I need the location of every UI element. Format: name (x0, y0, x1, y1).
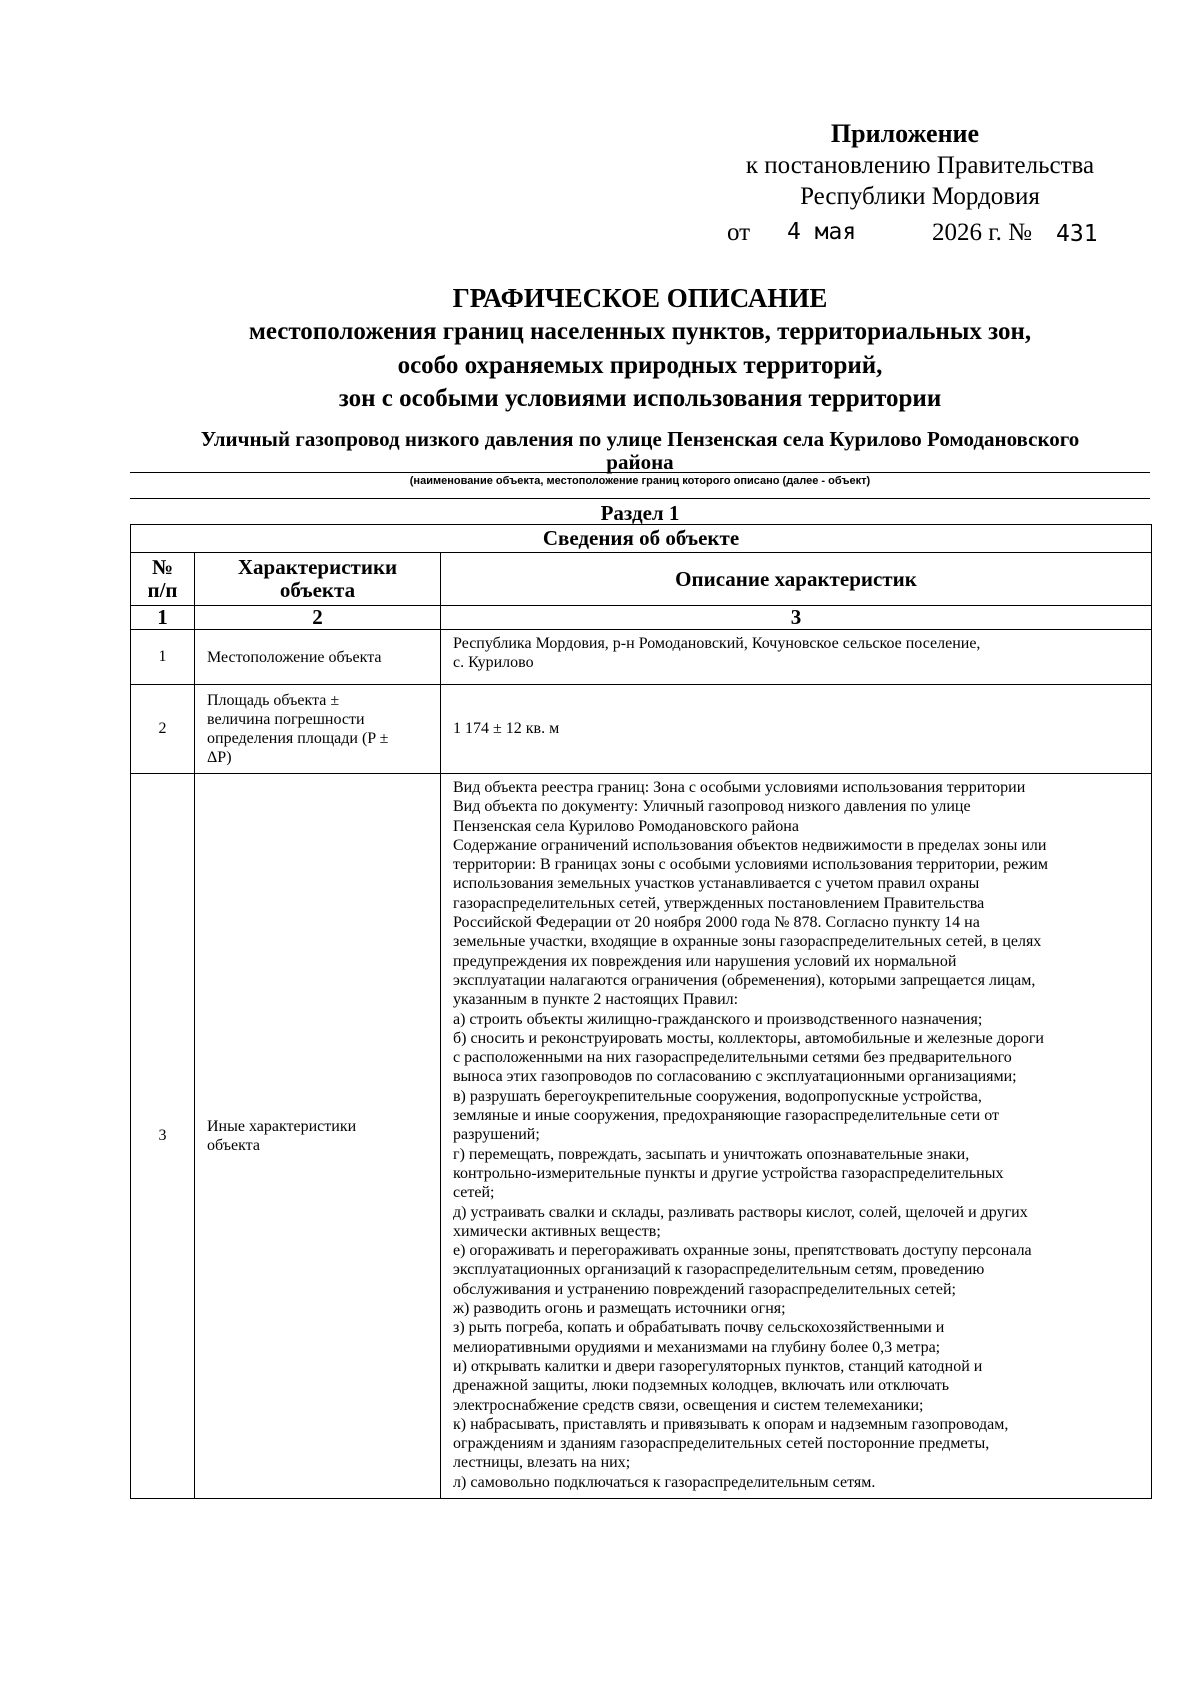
description-line: Республика Мордовия, р-н Ромодановский, Кочуновское сельское поселение, (453, 635, 981, 652)
appendix-line-2: Республики Мордовия (800, 183, 1040, 210)
characteristic-line: Иные характеристики (207, 1117, 357, 1135)
description-line: земляные и иные сооружения, предохраняющие газораспределительные сети от (453, 1107, 999, 1125)
description-line: Российской Федерации от 20 ноября 2000 года № 878. Согласно пункту 14 на (453, 914, 980, 932)
description-line: разрушений; (453, 1126, 540, 1144)
description-line: с. Курилово (453, 654, 534, 672)
characteristic-line: ΔP) (207, 749, 232, 766)
table-caption: Сведения об объекте (131, 525, 1152, 553)
description-line: е) огораживать и перегораживать охранные зоны, препятствовать доступу персонала (453, 1242, 1032, 1260)
row-characteristic (195, 774, 441, 1499)
characteristic-line: определения площади (P ± (207, 730, 389, 747)
description-line: Пензенская села Курилово Ромодановского района (453, 817, 799, 835)
section-title: Раздел 1 (600, 501, 680, 525)
header-num (131, 553, 195, 606)
description-line: Вид объекта по документу: Уличный газопровод низкого давления по улице (453, 798, 971, 816)
description-line: обслуживания и устранению повреждений газораспределительных сетей; (453, 1280, 956, 1298)
description-line: сетей; (453, 1184, 495, 1202)
description-line: мелиоративными орудиями и механизмами на глубину более 0,3 метра; (453, 1338, 941, 1356)
table-row (131, 774, 1152, 1499)
object-name-line-1: Уличный газопровод низкого давления по улице Пензенская села Курилово Ромодановского (200, 427, 1080, 451)
object-name-line-2: района (606, 450, 674, 474)
description-line: электроснабжение средств связи, освещения и систем телемеханики; (453, 1396, 924, 1414)
table-header-row (131, 553, 1152, 606)
description-line: Содержание ограничений использования объектов недвижимости в пределах зоны или (453, 836, 1047, 854)
description-line: б) сносить и реконструировать мосты, коллекторы, автомобильные и железные дороги (453, 1029, 1044, 1047)
description-line: дренажной защиты, люки подземных колодцев, включать или отключать (453, 1377, 950, 1395)
description-line: и) открывать калитки и двери газорегуляторных пунктов, станций катодной и (453, 1357, 983, 1375)
description-line: с расположенными на них газораспределительными сетями без предварительного (453, 1049, 1012, 1067)
description-line: химически активных веществ; (453, 1222, 661, 1240)
description-line: газораспределительных сетей, утвержденных постановлением Правительства (453, 894, 985, 912)
description-line: а) строить объекты жилищно-гражданского и производственного назначения; (453, 1010, 983, 1028)
column-index-1: 1 (131, 606, 195, 630)
header-characteristic (195, 553, 441, 606)
description-line: ограждениям и зданиям газораспределительных сетей посторонние предметы, (453, 1435, 990, 1453)
document-subtitle-3: зон с особыми условиями использования территории (338, 385, 942, 412)
table-caption-row (131, 525, 1152, 553)
description-line: территории: В границах зоны с особыми условиями использования территории, режим (453, 856, 1048, 874)
description-line: г) перемещать, повреждать, засыпать и уничтожать опознавательные знаки, (453, 1145, 970, 1163)
header-num-line-2: п/п (147, 578, 178, 602)
description-line: з) рыть погреба, копать и обрабатывать почву сельскохозяйственными и (453, 1319, 945, 1337)
row-description (441, 774, 1152, 1499)
header-description: Описание характеристик (441, 553, 1152, 606)
description-line: эксплуатации налагаются ограничения (обременения), которыми запрещается лицам, (453, 971, 1036, 989)
row-characteristic: Местоположение объекта (195, 630, 441, 685)
object-name (130, 428, 1150, 474)
row-number: 1 (131, 630, 195, 685)
description-line: земельные участки, входящие в охранные зоны газораспределительных сетей, в целях (453, 933, 1042, 951)
description-line: л) самовольно подключаться к газораспределительным сетям. (453, 1473, 876, 1491)
document-subtitle-2: особо охраняемых природных территорий, (397, 352, 883, 379)
description-line: использования земельных участков устанавливается с учетом правил охраны (453, 875, 980, 893)
row-description: 1 174 ± 12 кв. м (441, 685, 1152, 774)
description-line: указанным в пункте 2 настоящих Правил: (453, 991, 739, 1009)
decree-day: 4 мая (787, 219, 857, 245)
table-row (131, 685, 1152, 774)
appendix-line-1: к постановлению Правительства (745, 152, 1095, 179)
header-num-line-1: № (151, 555, 174, 579)
header-char-line-1: Характеристики (237, 555, 398, 579)
description-line: в) разрушать берегоукрепительные сооружения, водопропускные устройства, (453, 1087, 982, 1105)
row-description (441, 630, 1152, 685)
header-char-line-2: объекта (279, 578, 356, 602)
column-index-3: 3 (441, 606, 1152, 630)
description-line: предупреждения их повреждения или нарушения условий их нормальной (453, 952, 957, 970)
column-index-row (131, 606, 1152, 630)
decree-prefix: от (727, 219, 751, 246)
object-name-underline (130, 472, 1150, 473)
decree-year: 2026 г. № (932, 219, 1033, 246)
description-line: Вид объекта реестра границ: Зона с особыми условиями использования территории (453, 779, 1026, 796)
document-subtitle-1: местоположения границ населенных пунктов, территориальных зон, (248, 318, 1032, 345)
characteristic-line: объекта (207, 1136, 260, 1154)
row-number: 2 (131, 685, 195, 774)
document-title: ГРАФИЧЕСКОЕ ОПИСАНИЕ (452, 283, 828, 313)
description-line: контрольно-измерительные пункты и другие устройства газораспределительных (453, 1164, 1004, 1182)
decree-number: 431 (1056, 221, 1098, 247)
section-divider (130, 498, 1150, 499)
row-number: 3 (131, 774, 195, 1499)
object-caption: (наименование объекта, местоположение границ которого описано (далее - объект) (409, 475, 871, 487)
description-line: ж) разводить огонь и размещать источники огня; (453, 1300, 786, 1318)
description-line: выноса этих газопроводов по согласованию с эксплуатационными организациями; (453, 1068, 1017, 1086)
object-info-table (130, 524, 1152, 1499)
appendix-title: Приложение (830, 119, 980, 148)
appendix-block (700, 118, 1140, 212)
column-index-2: 2 (195, 606, 441, 630)
description-line: к) набрасывать, приставлять и привязывать к опорам и надземным газопроводам, (453, 1415, 1009, 1433)
characteristic-line: величина погрешности (207, 711, 365, 728)
table-row (131, 630, 1152, 685)
row-characteristic (195, 685, 441, 774)
description-line: д) устраивать свалки и склады, разливать растворы кислот, солей, щелочей и других (453, 1203, 1028, 1221)
description-line: лестницы, влезать на них; (453, 1454, 631, 1472)
description-line: эксплуатационных организаций к газораспределительным сетям, проведению (453, 1261, 985, 1279)
characteristic-line: Площадь объекта ± (207, 692, 340, 709)
